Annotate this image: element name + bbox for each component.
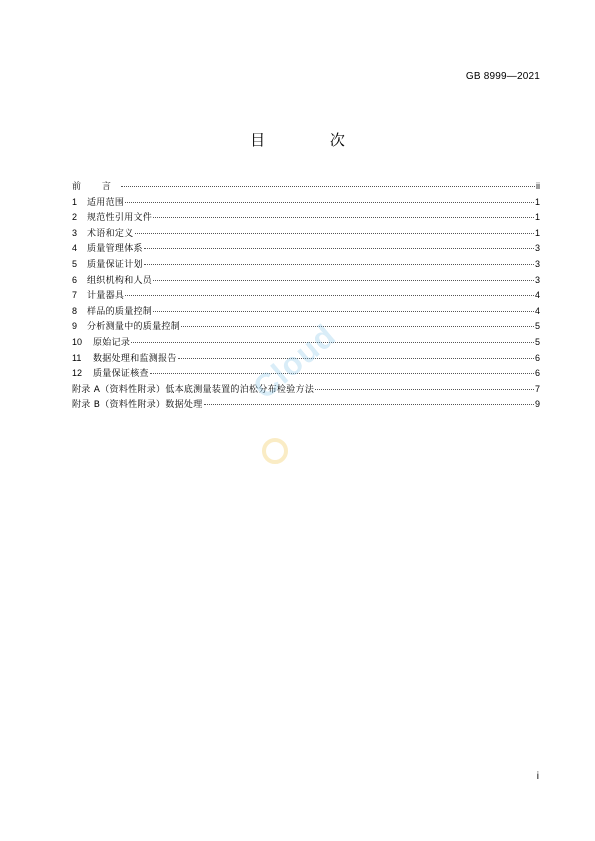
toc-leader [135,233,534,234]
toc-entry-appendix-b[interactable] [72,397,540,413]
toc-entry-label: 组织机构和人员 [87,275,153,286]
toc-entry-page: 5 [534,336,540,347]
toc-leader [153,217,534,218]
toc-entry-page: 1 [534,227,540,238]
toc-entry-8[interactable] [72,304,540,320]
toc-entry-label: 分析测量中的质量控制 [87,322,181,333]
toc-entry-label: 附录 B（资料性附录）数据处理 [72,400,203,411]
toc-leader [144,264,534,265]
toc-entry-page: 6 [534,368,540,379]
toc-entry-number: 8 [72,305,78,316]
toc-entry-number: 4 [72,243,78,254]
toc-entry-page: 4 [534,305,540,316]
toc-entry-label: 术语和定义 [87,228,134,239]
toc-entry-page: ii [536,181,540,191]
toc-entry-number: 5 [72,258,78,269]
toc-entry-2[interactable] [72,210,540,226]
toc-entry-number: 1 [72,196,78,207]
toc-leader [153,311,534,312]
toc-entry-label: 适用范围 [87,197,125,208]
toc-entry-number: 12 [72,368,83,379]
toc-entry-label: 数据处理和监测报告 [93,353,177,364]
watermark: Cloud [246,316,343,406]
toc-leader [121,186,535,187]
toc-entry-label: 原始记录 [93,337,131,348]
toc-entry-number: 10 [72,336,83,347]
toc-entry-1[interactable] [72,195,540,211]
toc-entry-number: 11 [72,352,82,363]
toc-entry-number: 3 [72,227,78,238]
toc-entry-label: 质量管理体系 [87,244,143,255]
toc-entry-label: 计量器具 [87,291,125,302]
toc-entry-page: 5 [534,321,540,332]
toc-entry-page: 7 [534,383,540,394]
toc-entry-page: 3 [534,274,540,285]
toc-leader [204,404,534,405]
toc-entry-preface[interactable] [72,179,540,195]
table-of-contents [72,179,540,413]
toc-entry-label: 附录 A（资料性附录）低本底测量装置的泊松分布检验方法 [72,384,315,395]
toc-entry-page: 4 [534,290,540,301]
toc-entry-page: 3 [534,243,540,254]
toc-entry-page: 1 [534,212,540,223]
toc-entry-6[interactable] [72,273,540,289]
toc-entry-number: 9 [72,321,78,332]
toc-entry-7[interactable] [72,288,540,304]
toc-leader [178,358,534,359]
standard-code: GB 8999—2021 [465,71,540,82]
toc-entry-label: 质量保证计划 [87,259,143,270]
toc-entry-label: 规范性引用文件 [87,213,153,224]
page-number: i [536,771,539,782]
toc-entry-label: 质量保证核查 [93,369,149,380]
toc-leader [315,389,534,390]
toc-entry-number: 2 [72,212,78,223]
toc-leader [153,280,534,281]
toc-entry-label: 样品的质量控制 [87,306,153,317]
toc-leader [144,248,534,249]
toc-entry-label: 前 言 [72,182,120,192]
toc-entry-appendix-a[interactable] [72,382,540,398]
toc-entry-number: 7 [72,290,78,301]
watermark-logo-icon [262,438,288,464]
toc-entry-page: 3 [534,258,540,269]
toc-leader [181,326,534,327]
toc-entry-page: 1 [534,196,540,207]
toc-leader [125,202,534,203]
toc-entry-4[interactable] [72,241,540,257]
toc-entry-page: 9 [534,399,540,410]
page-title: 目 次 [250,131,375,149]
toc-entry-5[interactable] [72,257,540,273]
toc-leader [150,373,534,374]
toc-entry-page: 6 [534,352,540,363]
toc-leader [125,295,534,296]
toc-entry-3[interactable] [72,226,540,242]
toc-entry-number: 6 [72,274,78,285]
